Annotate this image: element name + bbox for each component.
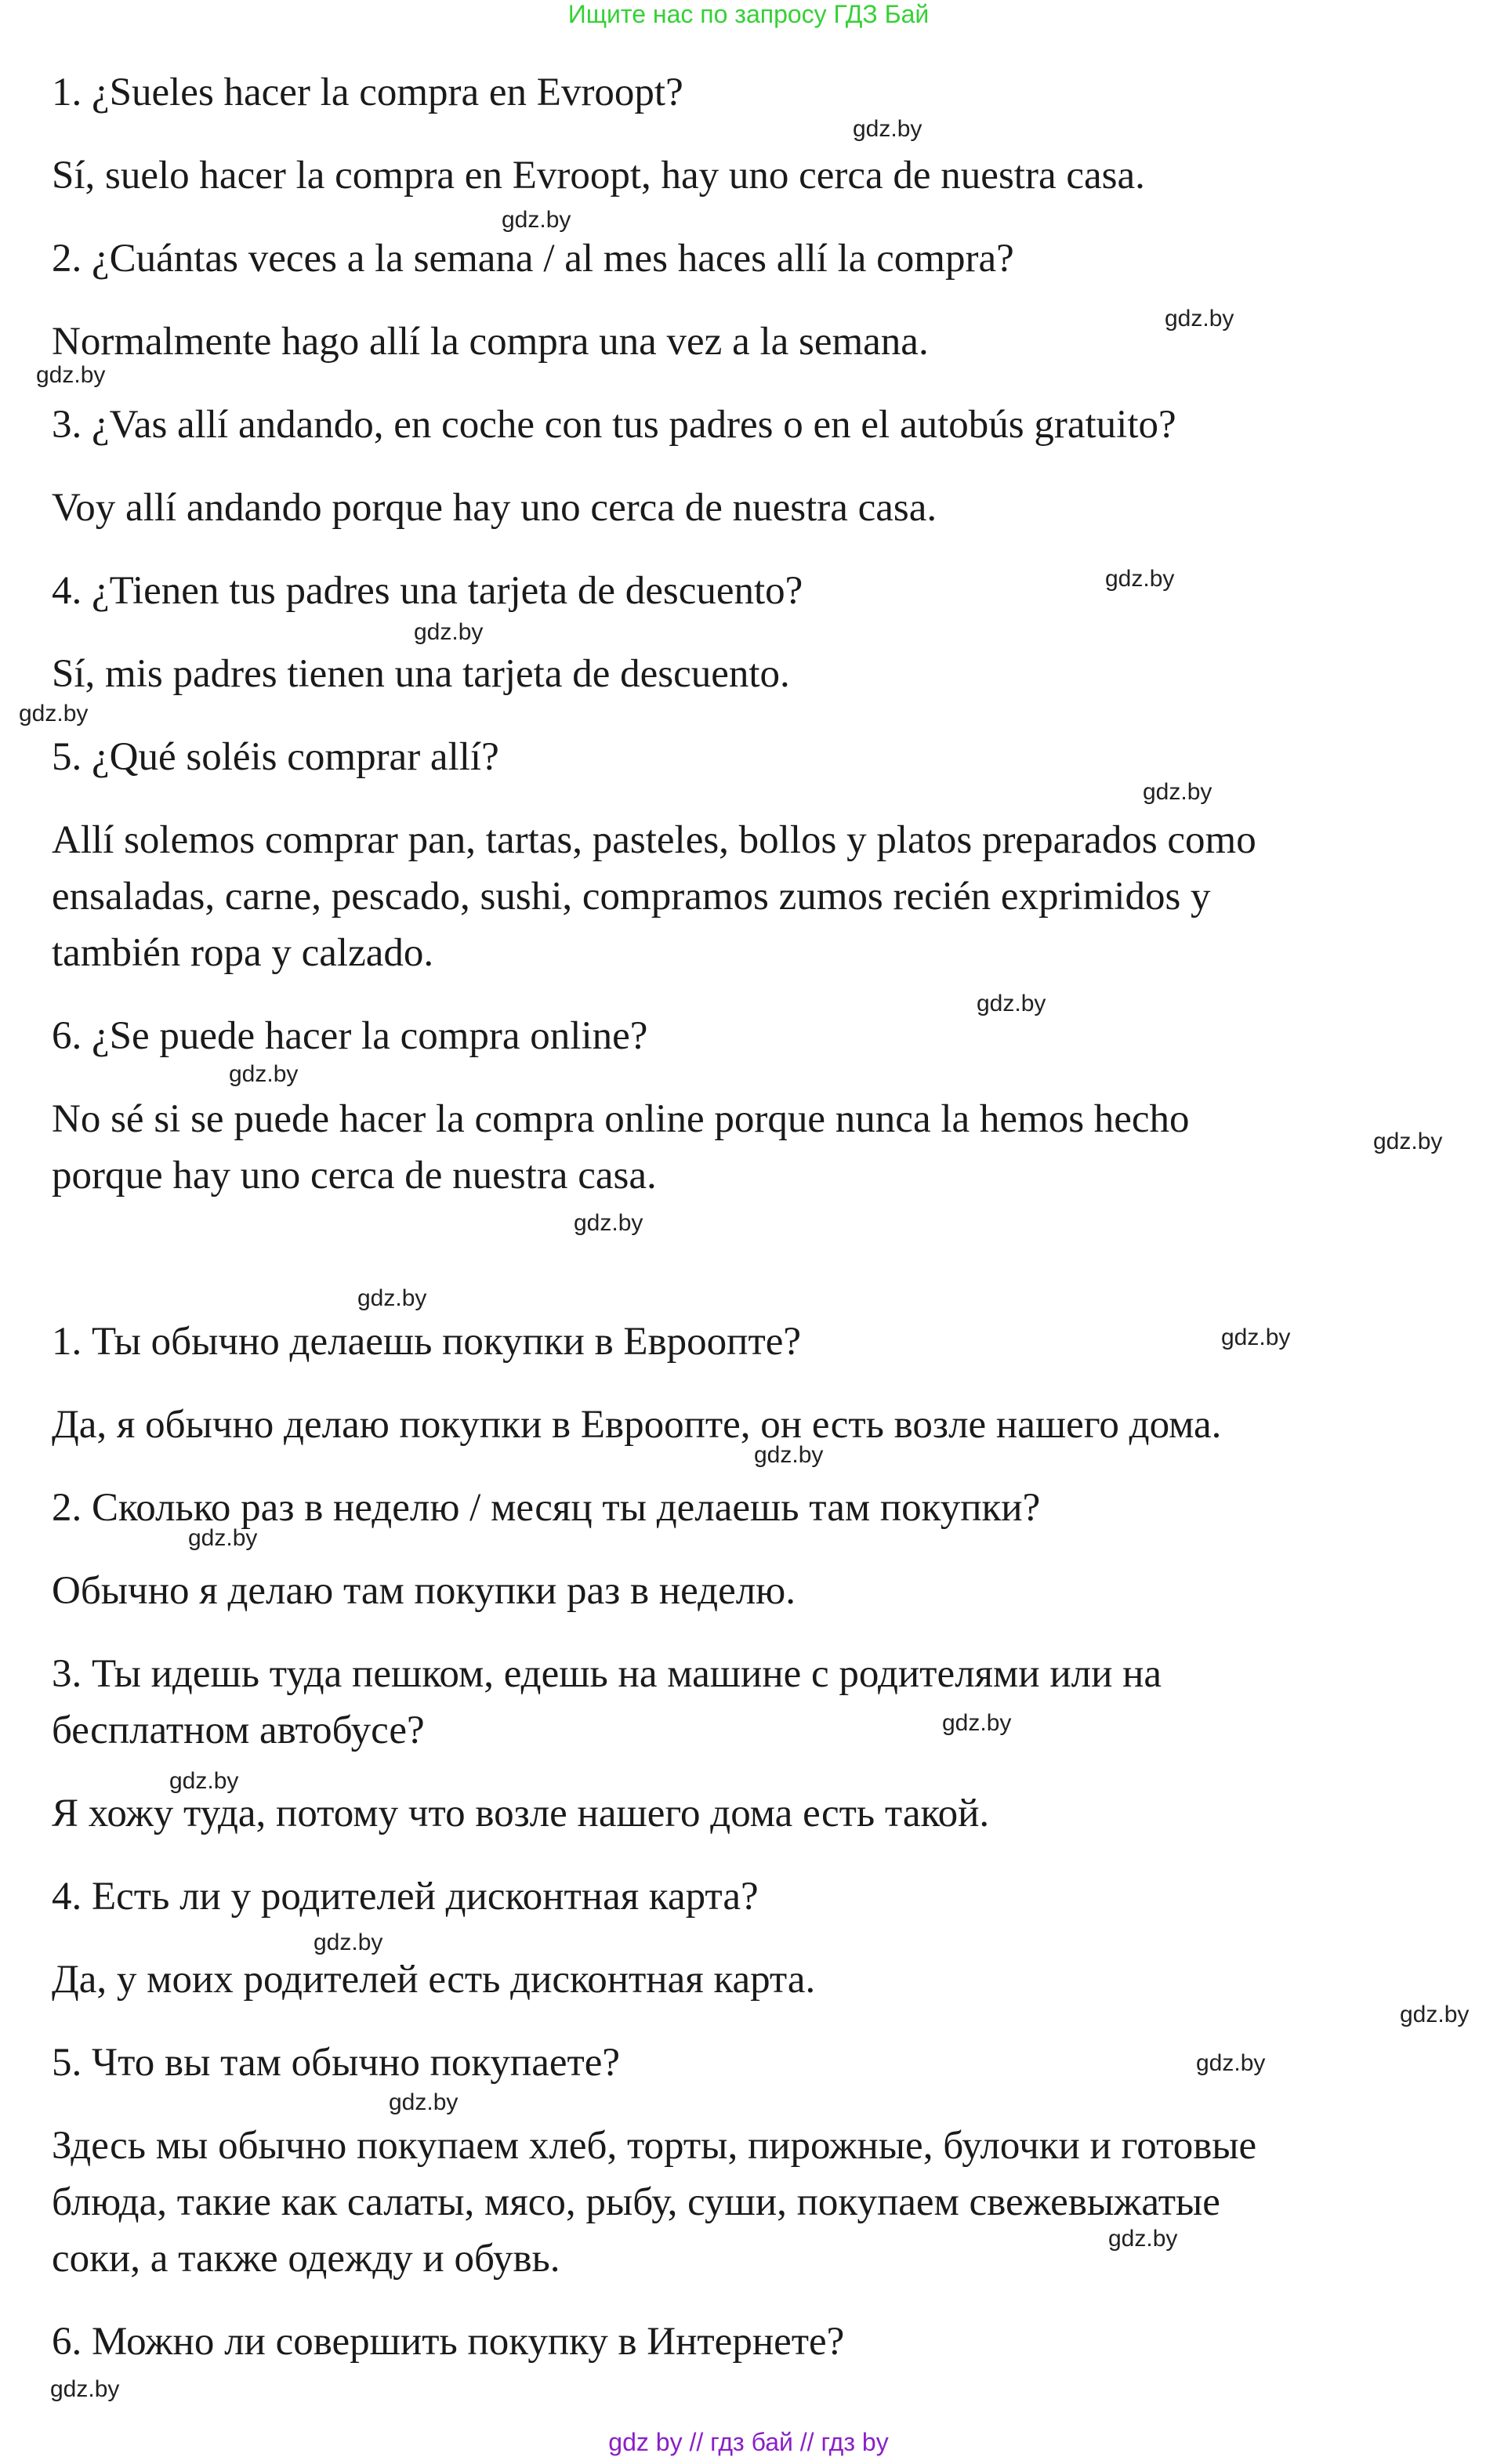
es-answer-4: Sí, mis padres tienen una tarjeta de descuento. [52, 652, 790, 696]
es-answer-6-line-1: No sé si se puede hacer la compra online porque nunca la hemos hecho [52, 1097, 1190, 1141]
ru-question-2: 2. Сколько раз в неделю / месяц ты делаешь там покупки? [52, 1486, 1041, 1530]
ru-answer-5-line-3: соки, а также одежду и обувь. [52, 2237, 560, 2281]
es-question-6: 6. ¿Se puede hacer la compra online? [52, 1014, 648, 1058]
ru-answer-5-line-1: Здесь мы обычно покупаем хлеб, торты, пирожные, булочки и готовые [52, 2124, 1257, 2168]
watermark: gdz.by [754, 1442, 824, 1468]
watermark: gdz.by [502, 207, 571, 233]
watermark: gdz.by [1196, 2050, 1266, 2076]
es-answer-3: Voy allí andando porque hay uno cerca de nuestra casa. [52, 486, 937, 530]
ru-question-3-line-2: бесплатном автобусе? [52, 1708, 425, 1752]
watermark: gdz.by [1373, 1129, 1443, 1154]
ru-answer-2: Обычно я делаю там покупки раз в неделю. [52, 1569, 796, 1613]
ru-answer-1: Да, я обычно делаю покупки в Евроопте, он есть возле нашего дома. [52, 1403, 1222, 1447]
watermark: gdz.by [1143, 779, 1212, 805]
es-answer-6-line-2: porque hay uno cerca de nuestra casa. [52, 1154, 657, 1198]
es-question-2: 2. ¿Cuántas veces a la semana / al mes haces allí la compra? [52, 237, 1014, 281]
watermark: gdz.by [1165, 306, 1234, 332]
ru-answer-4: Да, у моих родителей есть дисконтная карта. [52, 1958, 816, 2002]
ru-question-3-line-1: 3. Ты идешь туда пешком, едешь на машине с родителями или на [52, 1652, 1162, 1696]
watermark: gdz.by [853, 116, 922, 142]
ru-question-5: 5. Что вы там обычно покупаете? [52, 2041, 621, 2085]
watermark: gdz.by [574, 1210, 643, 1236]
es-answer-1: Sí, suelo hacer la compra en Evroopt, hay uno cerca de nuestra casa. [52, 154, 1145, 197]
watermark: gdz.by [1108, 2226, 1178, 2252]
watermark: gdz.by [169, 1768, 239, 1794]
watermark: gdz.by [977, 991, 1046, 1016]
footer-banner: gdz by // гдз бай // гдз by [608, 2428, 889, 2456]
header-banner: Ищите нас по запросу ГДЗ Бай [567, 0, 930, 28]
watermark: gdz.by [314, 1930, 383, 1955]
watermark: gdz.by [1400, 2002, 1470, 2027]
watermark: gdz.by [188, 1525, 258, 1551]
es-answer-2: Normalmente hago allí la compra una vez a la semana. [52, 320, 929, 364]
es-answer-5-line-3: también ropa y calzado. [52, 931, 434, 975]
watermark: gdz.by [50, 2376, 120, 2402]
watermark: gdz.by [942, 1710, 1012, 1736]
es-question-5: 5. ¿Qué soléis comprar allí? [52, 735, 499, 779]
ru-question-1: 1. Ты обычно делаешь покупки в Евроопте? [52, 1320, 802, 1364]
es-question-1: 1. ¿Sueles hacer la compra en Evroopt? [52, 71, 683, 114]
es-answer-5-line-2: ensaladas, carne, pescado, sushi, compramos zumos recién exprimidos y [52, 875, 1211, 919]
watermark: gdz.by [229, 1061, 299, 1087]
ru-answer-3: Я хожу туда, потому что возле нашего дома есть такой. [52, 1792, 990, 1835]
es-answer-5-line-1: Allí solemos comprar pan, tartas, pasteles, bollos y platos preparados como [52, 818, 1256, 862]
watermark: gdz.by [389, 2089, 459, 2115]
watermark: gdz.by [357, 1285, 427, 1311]
ru-question-6: 6. Можно ли совершить покупку в Интернете? [52, 2320, 845, 2364]
ru-question-4: 4. Есть ли у родителей дисконтная карта? [52, 1875, 759, 1919]
ru-answer-5-line-2: блюда, такие как салаты, мясо, рыбу, суши, покупаем свежевыжатые [52, 2180, 1220, 2224]
watermark: gdz.by [36, 362, 106, 388]
watermark: gdz.by [19, 701, 89, 727]
watermark: gdz.by [414, 619, 484, 645]
watermark: gdz.by [1105, 566, 1175, 592]
es-question-4: 4. ¿Tienen tus padres una tarjeta de descuento? [52, 569, 803, 613]
watermark: gdz.by [1221, 1324, 1291, 1350]
es-question-3: 3. ¿Vas allí andando, en coche con tus padres o en el autobús gratuito? [52, 403, 1176, 447]
